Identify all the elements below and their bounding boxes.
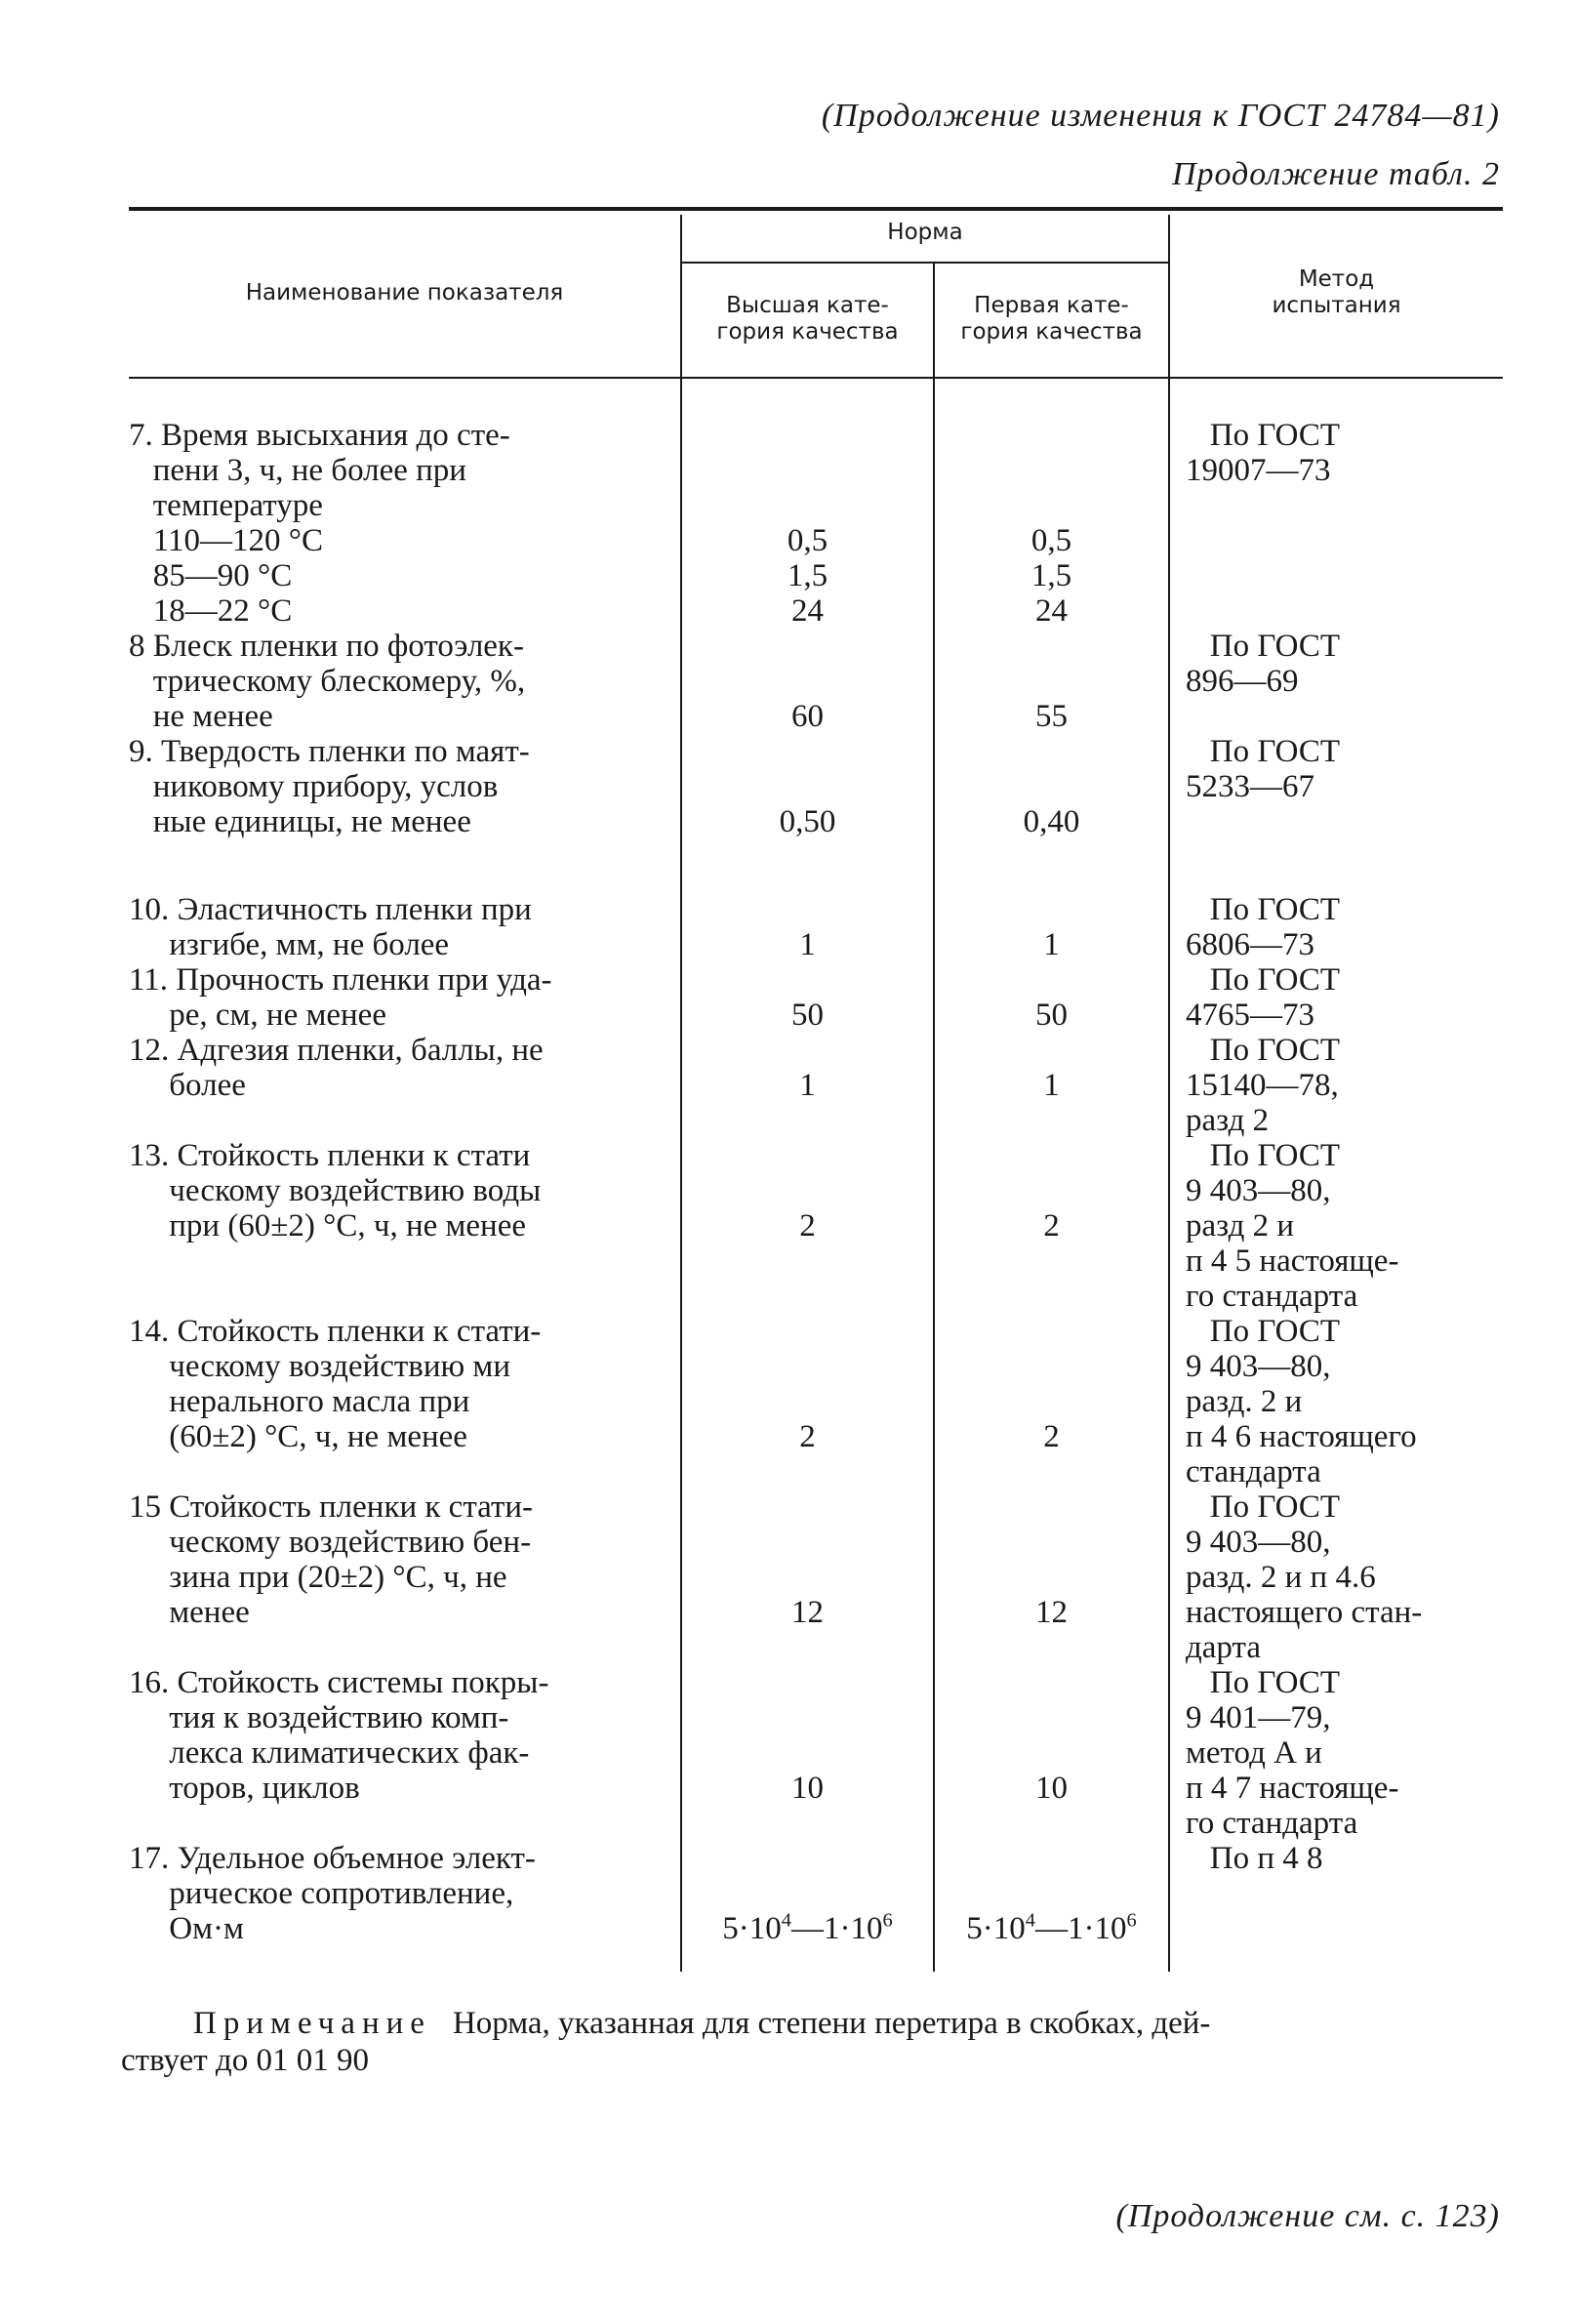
row-8-highest: 60 — [791, 699, 824, 734]
col-divider-2 — [933, 264, 935, 1972]
row-9-highest: 0,50 — [779, 804, 836, 839]
row-16-highest: 10 — [791, 1771, 824, 1806]
row-14-highest: 2 — [799, 1419, 816, 1454]
row-13-name: 13. Стойкость пленки к стати ческому воздействию воды при (60±2) °С, ч, не менее — [129, 1138, 542, 1244]
col-divider-3 — [1168, 215, 1170, 1972]
row-7-highest: 0,5 1,5 24 — [787, 523, 828, 629]
row-12-highest: 1 — [799, 1068, 816, 1103]
row-15-name: 15 Стойкость пленки к стати- ческому воздействию бен- зина при (20±2) °С, ч, не менее — [129, 1489, 534, 1630]
row-8-method: По ГОСТ 896—69 — [1186, 629, 1340, 699]
row-12-method: По ГОСТ 15140—78, разд 2 — [1186, 1033, 1340, 1138]
row-16-name: 16. Стойкость системы покры- тия к воздействию комп- лекса климатических фак- торов, циклов — [129, 1665, 549, 1806]
col-header-highest: Высшая кате- гория качества — [716, 293, 899, 345]
row-10-name: 10. Эластичность пленки при изгибе, мм, не более — [129, 892, 532, 962]
note-text-1: Норма, указанная для степени перетира в скобках, дей- — [452, 2006, 1211, 2041]
row-10-highest: 1 — [799, 927, 816, 962]
row-17-first: $5\cdot 10^4—1\cdot 10^6$ — [966, 1909, 1137, 1946]
row-9-name: 9. Твердость пленки по маят- никовому прибору, услов ные единицы, не менее — [129, 734, 530, 839]
row-17-name: 17. Удельное объемное элект- рическое сопротивление, Ом·м — [129, 1841, 536, 1946]
row-13-method: По ГОСТ 9 403—80, разд 2 и п 4 5 настояще- го стандарта — [1186, 1138, 1399, 1314]
row-7-method: По ГОСТ 19007—73 — [1186, 418, 1340, 488]
note-line-1 — [193, 2005, 1210, 2042]
note-label: Примечание — [193, 2006, 431, 2041]
row-11-name: 11. Прочность пленки при уда- ре, см, не менее — [129, 962, 552, 1033]
row-13-first: 2 — [1043, 1208, 1060, 1244]
header-bottom-rule — [129, 377, 1503, 379]
row-14-first: 2 — [1043, 1419, 1060, 1454]
col-header-first: Первая кате- гория качества — [960, 293, 1143, 345]
row-7-name: 7. Время высыхания до сте- пени 3, ч, не более при температуре 110—120 °С 85—90 °С 18—22 °С — [129, 418, 510, 629]
row-8-name: 8 Блеск пленки по фотоэлек- трическому блескомеру, %, не менее — [129, 629, 526, 734]
row-7-first: 0,5 1,5 24 — [1030, 523, 1072, 629]
row-10-first: 1 — [1043, 927, 1060, 962]
continuation-footer: (Продолжение см. с. 123) — [1115, 2198, 1500, 2234]
row-11-highest: 50 — [791, 998, 824, 1033]
row-14-method: По ГОСТ 9 403—80, разд. 2 и п 4 6 настоящего стандарта — [1186, 1314, 1417, 1489]
row-15-highest: 12 — [791, 1595, 824, 1630]
row-14-name: 14. Стойкость пленки к стати- ческому воздействию ми нерального масла при (60±2) °С, ч, не менее — [129, 1314, 542, 1454]
continuation-header: (Продолжение изменения к ГОСТ 24784—81) — [821, 98, 1500, 134]
row-9-method: По ГОСТ 5233—67 — [1186, 734, 1340, 804]
row-12-name: 12. Адгезия пленки, баллы, не более — [129, 1033, 544, 1103]
row-13-highest: 2 — [799, 1208, 816, 1244]
row-8-first: 55 — [1035, 699, 1068, 734]
col-header-name: Наименование показателя — [245, 280, 564, 306]
row-11-first: 50 — [1035, 998, 1068, 1033]
row-16-first: 10 — [1035, 1771, 1068, 1806]
row-15-first: 12 — [1035, 1595, 1068, 1630]
note-text-2: ствует до 01 01 90 — [121, 2043, 369, 2078]
row-16-method: По ГОСТ 9 401—79, метод А и п 4 7 настояще- го стандарта — [1186, 1665, 1399, 1841]
row-12-first: 1 — [1043, 1068, 1060, 1103]
row-17-method: По п 4 8 — [1186, 1841, 1323, 1876]
row-10-method: По ГОСТ 6806—73 — [1186, 892, 1340, 962]
table-top-rule — [129, 207, 1503, 211]
table-caption: Продолжение табл. 2 — [1171, 156, 1500, 192]
col-header-method: Метод испытания — [1272, 266, 1401, 318]
row-11-method: По ГОСТ 4765—73 — [1186, 962, 1340, 1033]
row-17-highest: $5\cdot 10^4—1\cdot 10^6$ — [722, 1909, 893, 1946]
norm-subheader-rule — [680, 262, 1170, 264]
row-9-first: 0,40 — [1023, 804, 1080, 839]
row-15-method: По ГОСТ 9 403—80, разд. 2 и п 4.6 настоящего стан- дарта — [1186, 1489, 1423, 1665]
col-header-norm: Норма — [887, 220, 963, 245]
